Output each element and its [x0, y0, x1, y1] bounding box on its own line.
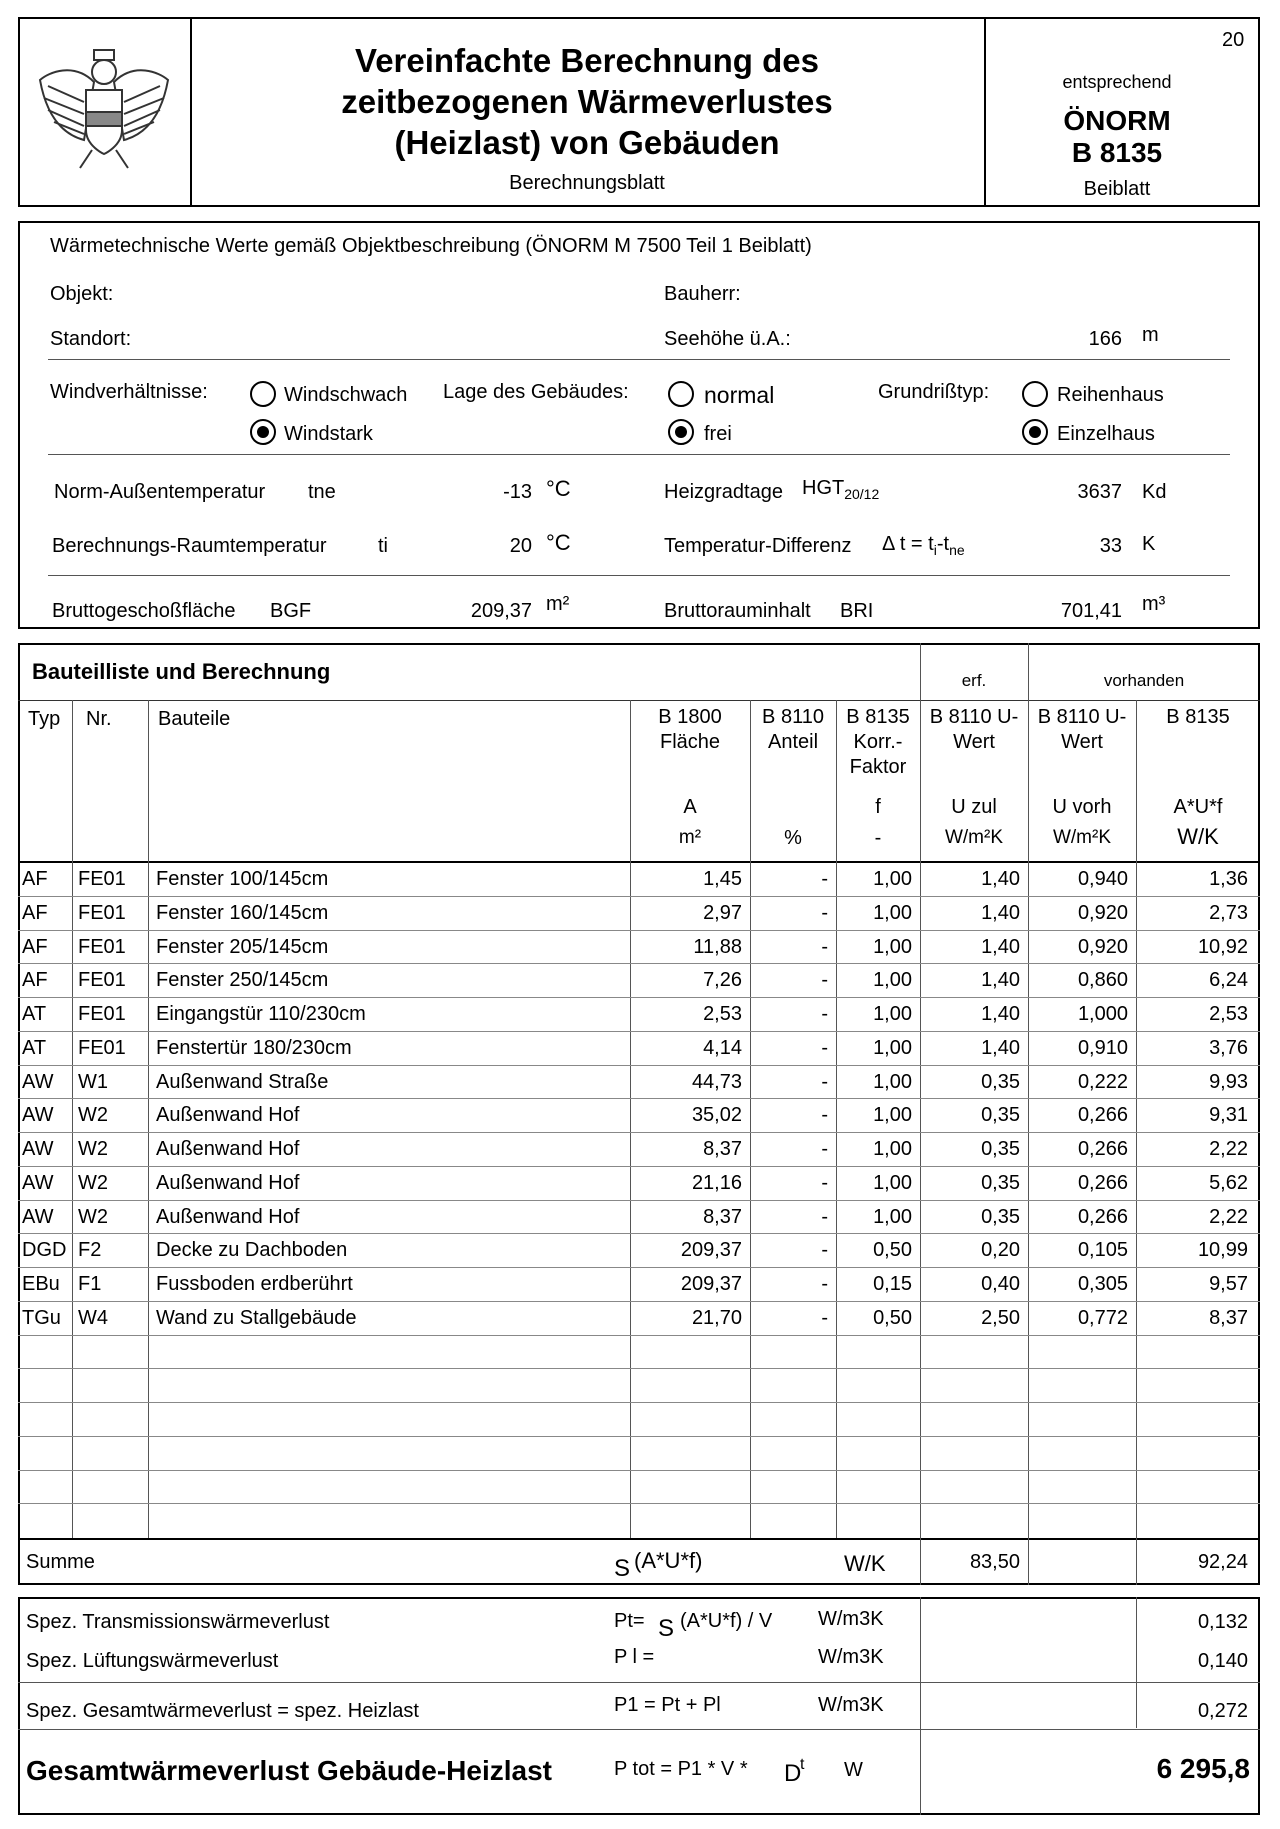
cell-anteil: -: [821, 1239, 828, 1261]
cell-uvorh: 0,940: [1077, 868, 1128, 890]
cell-uvorh: 0,920: [1077, 902, 1128, 924]
cell-uzul: 1,40: [981, 1003, 1020, 1025]
cell-anteil: -: [821, 1037, 828, 1059]
cell-uvorh: 0,266: [1077, 1172, 1128, 1194]
cell-uvorh: 1,000: [1077, 1003, 1128, 1025]
cell-bauteil: Fenstertür 180/230cm: [156, 1037, 352, 1059]
row-divider: [18, 1166, 1260, 1167]
p1-formula: P1 = Pt + Pl: [614, 1694, 721, 1716]
info-divider-2: [48, 454, 1230, 455]
dt-mid: -t: [936, 533, 950, 555]
cell-faktor: 0,50: [873, 1239, 912, 1261]
dt-label: Temperatur-Differenz: [664, 535, 852, 557]
bgf-symbol: BGF: [270, 600, 312, 622]
group-vorhanden: vorhanden: [1103, 671, 1185, 690]
radio-einzelhaus[interactable]: [1022, 419, 1048, 445]
cell-typ: AW: [22, 1173, 54, 1193]
cell-nr: W4: [78, 1307, 108, 1329]
tne-symbol: tne: [308, 481, 336, 503]
cell-bauteil: Fenster 250/145cm: [156, 969, 329, 991]
ptot-value: 6 295,8: [1156, 1753, 1250, 1784]
col-header-b8135k-l2: Korr.-: [853, 731, 903, 753]
cell-bauteil: Fenster 205/145cm: [156, 936, 329, 958]
norm-name: ÖNORM: [1063, 105, 1171, 136]
cell-uvorh: 0,305: [1077, 1273, 1128, 1295]
unit-f: -: [874, 827, 882, 849]
standort-label: Standort:: [50, 328, 132, 350]
hgt-value: 3637: [1077, 481, 1122, 503]
cell-typ: AF: [22, 869, 48, 889]
col-header-b8135k-l1: B 8135: [846, 706, 910, 728]
cell-anteil: -: [821, 868, 828, 890]
row-divider: [18, 896, 1260, 897]
unit-uvorh: W/m²K: [1052, 827, 1112, 848]
cell-auf: 1,36: [1209, 868, 1248, 890]
page-number: 20: [1222, 29, 1245, 51]
row-divider: [18, 1503, 1260, 1504]
pl-unit: W/m3K: [818, 1646, 884, 1668]
cell-anteil: -: [821, 1206, 828, 1228]
cell-nr: W2: [78, 1172, 108, 1194]
cell-bauteil: Decke zu Dachboden: [156, 1239, 348, 1261]
ptot-unit: W: [844, 1759, 863, 1781]
table-title: Bauteilliste und Berechnung: [32, 659, 331, 684]
pt-value: 0,132: [1197, 1611, 1248, 1633]
hgt-unit: Kd: [1142, 481, 1167, 503]
unit-uzul: W/m²K: [944, 827, 1004, 848]
row-divider: [18, 1470, 1260, 1471]
cell-uzul: 0,40: [981, 1273, 1020, 1295]
cell-anteil: -: [821, 1003, 828, 1025]
title-line-1: Vereinfachte Berechnung des: [355, 42, 819, 79]
col-header-b1800-l2: Fläche: [659, 731, 721, 753]
cell-flaeche: 1,45: [703, 868, 742, 890]
pt-formula-sigma: S: [658, 1615, 675, 1642]
reihenhaus-label: Reihenhaus: [1057, 384, 1164, 406]
cell-typ: EBu: [22, 1274, 60, 1294]
austrian-eagle-emblem: [34, 42, 174, 172]
radio-windstark[interactable]: [250, 419, 276, 445]
cell-nr: FE01: [78, 1003, 126, 1025]
page-title: [192, 40, 982, 163]
cell-uzul: 1,40: [981, 969, 1020, 991]
cell-faktor: 1,00: [873, 1172, 912, 1194]
table-header-top-line: [18, 700, 1260, 701]
bgf-unit: m²: [546, 593, 570, 615]
einzelhaus-label: Einzelhaus: [1057, 423, 1155, 445]
cell-nr: FE01: [78, 902, 126, 924]
sym-auf: A*U*f: [1173, 796, 1223, 818]
cell-faktor: 0,50: [873, 1307, 912, 1329]
col-header-uvorh-l1: B 8110 U-: [1037, 706, 1127, 728]
col-header-b8135-korr: [836, 705, 920, 780]
cell-auf: 2,22: [1209, 1138, 1248, 1160]
row-divider: [18, 1031, 1260, 1032]
cell-uzul: 1,40: [981, 868, 1020, 890]
windschwach-label: Windschwach: [284, 384, 408, 406]
hgt-sub: 20/12: [844, 486, 880, 502]
col-header-b8110-anteil: [750, 705, 836, 755]
summe-erf: 83,50: [969, 1551, 1020, 1573]
p1-label: Spez. Gesamtwärmeverlust = spez. Heizlast: [26, 1700, 419, 1722]
cell-flaeche: 44,73: [691, 1071, 742, 1093]
row-divider: [18, 1368, 1260, 1369]
cell-bauteil: Außenwand Hof: [156, 1172, 300, 1194]
cell-auf: 6,24: [1209, 969, 1248, 991]
pt-label: Spez. Transmissionswärmeverlust: [26, 1611, 330, 1633]
cell-anteil: -: [821, 1071, 828, 1093]
cell-nr: W2: [78, 1206, 108, 1228]
table-header-bottom-line: [18, 861, 1260, 863]
cell-typ: AW: [22, 1105, 54, 1125]
cell-flaeche: 21,16: [691, 1172, 742, 1194]
cell-typ: TGu: [22, 1308, 61, 1328]
norm-suffix: Beiblatt: [1083, 178, 1151, 200]
unit-auf: W/K: [1177, 824, 1219, 849]
bri-value: 701,41: [1060, 600, 1122, 622]
dt-main: Δ t = t: [882, 533, 934, 555]
cell-uzul: 0,20: [981, 1239, 1020, 1261]
col-header-bauteile: Bauteile: [158, 708, 231, 730]
summe-unit: W/K: [844, 1551, 886, 1576]
pt-formula-b: (A*U*f) / V: [680, 1610, 773, 1632]
wind-label: Windverhältnisse:: [50, 381, 208, 403]
sym-uvorh: U vorh: [1052, 796, 1112, 818]
row-divider: [18, 930, 1260, 931]
row-divider: [18, 1065, 1260, 1066]
row-divider: [18, 1200, 1260, 1201]
cell-faktor: 1,00: [873, 868, 912, 890]
row-divider: [18, 1098, 1260, 1099]
cell-uzul: 1,40: [981, 1037, 1020, 1059]
p1-value: 0,272: [1197, 1700, 1248, 1722]
dt-unit: K: [1142, 533, 1156, 555]
cell-nr: F1: [78, 1273, 102, 1295]
cell-faktor: 1,00: [873, 902, 912, 924]
ti-label: Berechnungs-Raumtemperatur: [52, 535, 327, 557]
ptot-t: t: [800, 1756, 805, 1773]
cell-auf: 9,93: [1209, 1071, 1248, 1093]
norm-prefix: entsprechend: [1062, 72, 1172, 92]
ptot-delta: D: [784, 1760, 802, 1787]
cell-uzul: 0,35: [981, 1138, 1020, 1160]
cell-flaeche: 4,14: [703, 1037, 742, 1059]
frei-label: frei: [704, 423, 732, 445]
title-line-2: zeitbezogenen Wärmeverlustes: [341, 83, 833, 120]
row-divider: [18, 1335, 1260, 1336]
row-divider: [18, 1267, 1260, 1268]
dt-value: 33: [1099, 535, 1122, 557]
cell-nr: W1: [78, 1071, 108, 1093]
cell-auf: 10,92: [1197, 936, 1248, 958]
cell-uzul: 1,40: [981, 936, 1020, 958]
bgf-value: 209,37: [470, 600, 532, 622]
cell-anteil: -: [821, 936, 828, 958]
results-col-line-1: [920, 1597, 921, 1815]
radio-frei[interactable]: [668, 419, 694, 445]
norm-number: B 8135: [1071, 137, 1163, 168]
cell-anteil: -: [821, 1273, 828, 1295]
cell-bauteil: Außenwand Straße: [156, 1071, 329, 1093]
cell-nr: FE01: [78, 1037, 126, 1059]
cell-uzul: 0,35: [981, 1104, 1020, 1126]
cell-flaeche: 2,53: [703, 1003, 742, 1025]
dt-formula: [882, 534, 965, 557]
tne-label: Norm-Außentemperatur: [54, 481, 266, 503]
row-divider: [18, 997, 1260, 998]
cell-uvorh: 0,860: [1077, 969, 1128, 991]
bri-symbol: BRI: [840, 600, 874, 622]
cell-nr: FE01: [78, 969, 126, 991]
row-divider: [18, 963, 1260, 964]
ti-unit: °C: [546, 530, 571, 555]
cell-bauteil: Außenwand Hof: [156, 1104, 300, 1126]
results-divider-2: [18, 1729, 1260, 1730]
col-line-2: [148, 700, 149, 1538]
pl-formula: P l =: [614, 1646, 655, 1668]
cell-faktor: 1,00: [873, 1003, 912, 1025]
cell-auf: 2,73: [1209, 902, 1248, 924]
ti-value: 20: [509, 535, 532, 557]
cell-bauteil: Außenwand Hof: [156, 1138, 300, 1160]
cell-bauteil: Fussboden erdberührt: [156, 1273, 353, 1295]
cell-uzul: 0,35: [981, 1206, 1020, 1228]
col-header-b8135k-l3: Faktor: [849, 756, 907, 778]
dt-ne: ne: [949, 542, 965, 558]
sym-a: A: [683, 796, 697, 818]
tne-value: -13: [503, 481, 532, 503]
cell-uvorh: 0,266: [1077, 1138, 1128, 1160]
normal-label: normal: [704, 382, 775, 408]
cell-nr: W2: [78, 1138, 108, 1160]
cell-anteil: -: [821, 969, 828, 991]
cell-auf: 8,37: [1209, 1307, 1248, 1329]
cell-bauteil: Fenster 160/145cm: [156, 902, 329, 924]
cell-anteil: -: [821, 1138, 828, 1160]
cell-flaeche: 2,97: [703, 902, 742, 924]
bgf-label: Bruttogeschoßfläche: [52, 600, 236, 622]
windstark-label: Windstark: [284, 423, 373, 445]
col-header-b8110a-l1: B 8110: [762, 706, 824, 728]
col-header-nr: Nr.: [86, 708, 112, 730]
cell-auf: 9,31: [1209, 1104, 1248, 1126]
cell-nr: FE01: [78, 936, 126, 958]
cell-bauteil: Fenster 100/145cm: [156, 868, 329, 890]
cell-uzul: 0,35: [981, 1071, 1020, 1093]
title-line-3: (Heizlast) von Gebäuden: [394, 124, 780, 161]
seehoehe-value: 166: [1088, 328, 1122, 350]
seehoehe-label: Seehöhe ü.A.:: [664, 328, 791, 350]
results-divider-1: [18, 1682, 1260, 1683]
info-section-title: Wärmetechnische Werte gemäß Objektbeschreibung (ÖNORM M 7500 Teil 1 Beiblatt): [50, 235, 812, 257]
cell-uvorh: 0,222: [1077, 1071, 1128, 1093]
row-divider: [18, 1132, 1260, 1133]
sym-f: f: [875, 796, 881, 818]
cell-flaeche: 11,88: [693, 936, 742, 958]
seehoehe-unit: m: [1142, 324, 1159, 346]
tne-unit: °C: [546, 476, 571, 501]
cell-auf: 5,62: [1209, 1172, 1248, 1194]
p1-unit: W/m3K: [818, 1694, 884, 1716]
unit-a: m²: [678, 827, 702, 848]
cell-flaeche: 7,26: [703, 969, 742, 991]
grund-label: Grundrißtyp:: [878, 381, 990, 403]
cell-faktor: 1,00: [873, 936, 912, 958]
cell-auf: 2,53: [1209, 1003, 1248, 1025]
hgt-main: HGT: [802, 477, 845, 499]
cell-typ: DGD: [22, 1240, 67, 1260]
cell-auf: 10,99: [1197, 1239, 1248, 1261]
bri-label: Bruttorauminhalt: [664, 600, 811, 622]
radio-windschwach[interactable]: [250, 381, 276, 407]
hgt-label: Heizgradtage: [664, 481, 783, 503]
ti-symbol: ti: [378, 535, 388, 557]
summe-sigma: S: [614, 1555, 631, 1582]
cell-flaeche: 21,70: [691, 1307, 742, 1329]
col-header-uzul-l2: Wert: [953, 731, 995, 753]
group-erf: erf.: [961, 671, 987, 690]
cell-typ: AW: [22, 1139, 54, 1159]
objekt-label: Objekt:: [50, 283, 114, 305]
cell-uvorh: 0,772: [1077, 1307, 1128, 1329]
cell-faktor: 1,00: [873, 1037, 912, 1059]
radio-reihenhaus[interactable]: [1022, 381, 1048, 407]
cell-faktor: 1,00: [873, 1104, 912, 1126]
row-divider: [18, 1402, 1260, 1403]
cell-typ: AF: [22, 937, 48, 957]
cell-typ: AF: [22, 903, 48, 923]
cell-anteil: -: [821, 1307, 828, 1329]
cell-faktor: 1,00: [873, 1206, 912, 1228]
col-header-b1800-l1: B 1800: [658, 706, 722, 728]
ptot-label: Gesamtwärmeverlust Gebäude-Heizlast: [26, 1755, 552, 1786]
lage-label: Lage des Gebäudes:: [443, 381, 629, 403]
cell-uvorh: 0,105: [1077, 1239, 1128, 1261]
cell-uvorh: 0,266: [1077, 1206, 1128, 1228]
radio-normal[interactable]: [668, 381, 694, 407]
ptot-formula: P tot = P1 * V *: [614, 1758, 748, 1780]
col-header-uvorh-l2: Wert: [1061, 731, 1103, 753]
cell-typ: AT: [22, 1038, 47, 1058]
cell-anteil: -: [821, 1172, 828, 1194]
cell-flaeche: 35,02: [691, 1104, 742, 1126]
cell-anteil: -: [821, 902, 828, 924]
cell-typ: AT: [22, 1004, 47, 1024]
col-header-uvorh: [1028, 705, 1136, 755]
bauherr-label: Bauherr:: [664, 283, 741, 305]
row-divider: [18, 1233, 1260, 1234]
cell-auf: 3,76: [1209, 1037, 1248, 1059]
info-divider-3: [48, 575, 1230, 576]
hgt-symbol: [802, 478, 879, 501]
cell-flaeche: 209,37: [680, 1239, 742, 1261]
col-header-b1800: [630, 705, 750, 755]
cell-nr: F2: [78, 1239, 102, 1261]
cell-faktor: 1,00: [873, 969, 912, 991]
cell-flaeche: 209,37: [680, 1273, 742, 1295]
cell-uvorh: 0,910: [1077, 1037, 1128, 1059]
bri-unit: m³: [1142, 593, 1166, 615]
col-header-uzul: [920, 705, 1028, 755]
cell-bauteil: Außenwand Hof: [156, 1206, 300, 1228]
col-header-auf-l1: B 8135: [1166, 706, 1230, 728]
cell-faktor: 1,00: [873, 1138, 912, 1160]
sym-uzul: U zul: [951, 796, 997, 818]
cell-uvorh: 0,920: [1077, 936, 1128, 958]
cell-nr: FE01: [78, 868, 126, 890]
cell-bauteil: Eingangstür 110/230cm: [156, 1003, 366, 1025]
cell-auf: 9,57: [1209, 1273, 1248, 1295]
cell-typ: AW: [22, 1072, 54, 1092]
table-body-bottom-line: [18, 1538, 1260, 1540]
cell-typ: AF: [22, 970, 48, 990]
col-header-auf: [1136, 705, 1260, 730]
pl-label: Spez. Lüftungswärmeverlust: [26, 1650, 279, 1672]
pt-unit: W/m3K: [818, 1608, 884, 1630]
cell-uzul: 1,40: [981, 902, 1020, 924]
pl-value: 0,140: [1197, 1650, 1248, 1672]
cell-flaeche: 8,37: [703, 1138, 742, 1160]
col-header-b8110a-l2: Anteil: [767, 731, 819, 753]
cell-faktor: 0,15: [873, 1273, 912, 1295]
col-line-1: [72, 700, 73, 1538]
pt-formula-a: Pt=: [614, 1610, 645, 1632]
cell-auf: 2,22: [1209, 1206, 1248, 1228]
cell-uvorh: 0,266: [1077, 1104, 1128, 1126]
col-header-typ: Typ: [28, 708, 61, 730]
cell-faktor: 1,00: [873, 1071, 912, 1093]
cell-anteil: -: [821, 1104, 828, 1126]
cell-uzul: 0,35: [981, 1172, 1020, 1194]
unit-pct: %: [784, 827, 802, 849]
summe-formula: (A*U*f): [634, 1548, 703, 1573]
norm-title: [986, 105, 1248, 169]
dt-i: i: [933, 542, 937, 558]
info-divider-1: [48, 359, 1230, 360]
cell-bauteil: Wand zu Stallgebäude: [156, 1307, 357, 1329]
cell-flaeche: 8,37: [703, 1206, 742, 1228]
row-divider: [18, 1436, 1260, 1437]
cell-uzul: 2,50: [981, 1307, 1020, 1329]
summe-label: Summe: [26, 1551, 95, 1573]
cell-nr: W2: [78, 1104, 108, 1126]
cell-typ: AW: [22, 1207, 54, 1227]
row-divider: [18, 1301, 1260, 1302]
summe-vorh: 92,24: [1197, 1551, 1248, 1573]
page-subtitle: Berechnungsblatt: [509, 172, 665, 194]
col-header-uzul-l1: B 8110 U-: [929, 706, 1019, 728]
